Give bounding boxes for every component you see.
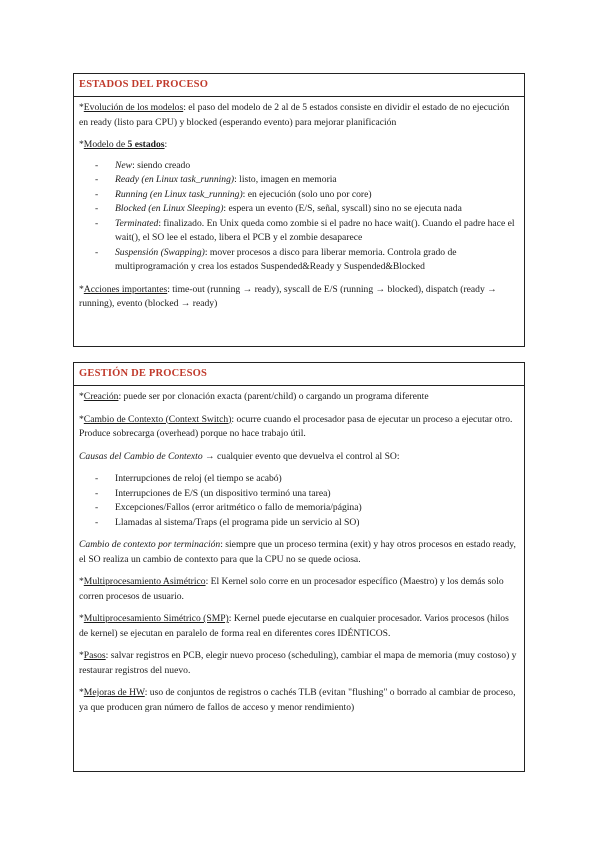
state-desc: : finalizado. En Unix queda como zombie si el padre no hace wait(). Cuando el padre hace el wait(), el SO lee el estado, libera el PCB y el zombie desaparece [115, 217, 515, 243]
paragraph-evolucion [79, 101, 519, 130]
paragraph-causas [79, 450, 519, 465]
list-item: - Interrupciones de E/S (un dispositivo terminó una tarea) [79, 487, 519, 502]
text-pasos: : salvar registros en PCB, elegir nuevo proceso (scheduling), cambiar el mapa de memoria (muy costoso) y restaurar registros del nuevo. [79, 650, 517, 676]
colon: : [164, 139, 168, 150]
bullet-asterisk: * [79, 102, 84, 113]
text-simetrico: : Kernel puede ejecutarse en cualquier procesador. Varios procesos (hilos de kernel) se ejecutan en paralelo de forma real en diferentes cores IDÉNTICOS. [79, 613, 509, 639]
list-item: - Interrupciones de reloj (el tiempo se acabó) [79, 472, 519, 487]
term-terminacion: Cambio de contexto por terminación [79, 539, 221, 550]
paragraph-creacion [79, 390, 519, 405]
state-name: Terminated [115, 217, 159, 229]
states-list [79, 159, 519, 275]
list-item: - Excepciones/Fallos (error aritmético o fallo de memoria/página) [79, 501, 519, 516]
list-item [79, 217, 519, 246]
state-desc: : espera un evento (E/S, señal, syscall) sino no se ejecuta nada [223, 203, 462, 214]
paragraph-cambio [79, 413, 519, 442]
text-asimetrico: : El Kernel solo corre en un procesador específico (Maestro) y los demás solo corren procesos de usuario. [79, 576, 504, 602]
section-body [74, 97, 524, 312]
state-desc: : en ejecución (solo uno por core) [242, 188, 372, 200]
section-estados-del-proceso [73, 73, 525, 347]
paragraph-asimetrico [79, 575, 519, 604]
section-title: GESTIÓN DE PROCESOS [74, 363, 524, 386]
section-title: ESTADOS DEL PROCESO [74, 74, 524, 97]
list-item: - Llamadas al sistema/Traps (el programa pide un servicio al SO) [79, 516, 519, 531]
text-mejoras: : uso de conjuntos de registros o cachés TLB (evitan "flushing" o borrado al cambiar de proceso, ya que producen gran número de fallos de acceso y menor rendimiento) [79, 687, 516, 713]
paragraph-terminacion [79, 538, 519, 567]
term-mejoras: Mejoras de HW [83, 687, 145, 698]
bullet-asterisk: * [79, 391, 84, 402]
bullet-asterisk: * [79, 413, 84, 425]
text-cambio: : ocurre cuando el procesador pasa de ejecutar un proceso a ejecutar otro. Produce sobrecarga (overhead) porque no hace trabajo útil. [79, 413, 513, 439]
bullet-asterisk: * [79, 650, 84, 661]
term-simetrico: Multiprocesamiento Simétrico (SMP) [83, 613, 229, 624]
paragraph-pasos [79, 649, 519, 678]
section-gestion-de-procesos [73, 362, 525, 772]
term-evolucion: Evolución de los modelos [83, 102, 184, 113]
bullet-asterisk: * [79, 687, 84, 698]
list-item [79, 246, 519, 275]
text-evolucion: : el paso del modelo de 2 al de 5 estados consiste en dividir el estado de no ejecución en ready (listo para CPU) y blocked (esperando evento) para mejorar planificación [79, 102, 510, 128]
state-name: Blocked (en Linux Sleeping) [115, 203, 224, 214]
term-modelo [84, 139, 165, 150]
term-modelo-plain: Modelo de [83, 139, 128, 150]
term-modelo-bold: 5 estados [127, 139, 165, 150]
term-causas: Causas del Cambio de Contexto [79, 450, 203, 462]
state-name: Running (en Linux task_running) [115, 188, 243, 200]
list-item [79, 159, 519, 174]
term-asimetrico: Multiprocesamiento Asimétrico [83, 576, 206, 587]
paragraph-modelo [79, 138, 519, 153]
list-item [79, 188, 519, 203]
state-desc: : mover procesos a disco para liberar memoria. Controla grado de multiprogramación y crea los estados Suspended&Ready y Suspended&Blocked [115, 246, 457, 272]
term-pasos: Pasos [83, 650, 106, 661]
bullet-asterisk: * [79, 139, 84, 150]
causas-list [79, 472, 519, 530]
term-cambio: Cambio de Contexto (Context Switch) [83, 413, 232, 425]
state-name: Ready (en Linux task_running) [115, 174, 235, 185]
section-body [74, 386, 524, 715]
bullet-asterisk: * [79, 576, 84, 587]
bullet-asterisk: * [79, 613, 84, 624]
text-creacion: : puede ser por clonación exacta (parent/child) o cargando un programa diferente [118, 391, 429, 402]
paragraph-acciones [79, 283, 519, 312]
bullet-asterisk: * [79, 283, 84, 295]
list-item [79, 202, 519, 217]
state-desc: : listo, imagen en memoria [234, 174, 337, 185]
text-causas: → cualquier evento que devuelva el control al SO: [202, 450, 400, 462]
state-name: New [115, 159, 133, 171]
paragraph-mejoras [79, 686, 519, 715]
state-desc: : siendo creado [132, 159, 191, 171]
term-creacion: Creación [83, 391, 119, 402]
text-terminacion: : siempre que un proceso termina (exit) y hay otros procesos en estado ready, el SO realiza un cambio de contexto para que la CPU no se quede ociosa. [79, 539, 516, 565]
paragraph-simetrico [79, 612, 519, 641]
state-name: Suspensión (Swapping) [115, 246, 205, 258]
text-acciones: : time-out (running → ready), syscall de E/S (running → blocked), dispatch (ready → running), evento (blocked → ready) [79, 283, 497, 309]
term-acciones: Acciones importantes [83, 283, 168, 295]
list-item [79, 173, 519, 188]
